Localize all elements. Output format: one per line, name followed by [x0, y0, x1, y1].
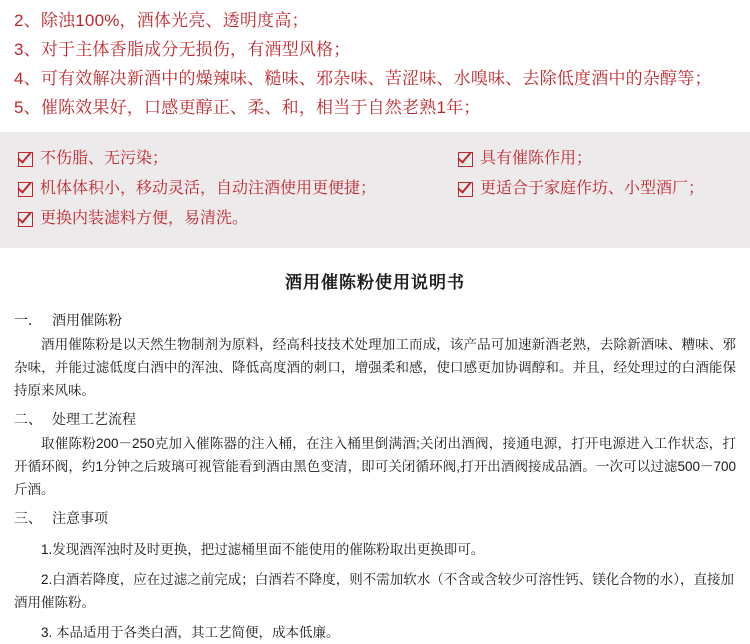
section-number: 一． [14, 312, 42, 328]
feature-label: 具有催陈作用； [480, 150, 593, 167]
section-title: 酒用催陈粉 [52, 312, 122, 328]
paragraph: 2.白酒若降度，应在过滤之前完成；白酒若不降度，则不需加软水（不含或含较少可溶性钙、镁化合物的水），直接加酒用催陈粉。 [14, 572, 735, 610]
paragraph: 取催陈粉200－250克加入催陈器的注入桶，在注入桶里倒满酒;关闭出酒阀，接通电源，打开电源进入工作状态，打开循环阀，约1分钟之后玻璃可视管能看到酒由黑色变清，即可关闭循环阀,打开出酒阀接成品酒。一次可以过滤500－700斤酒。 [14, 436, 736, 497]
feature-column-right [458, 144, 730, 234]
section-number: 二、 [14, 411, 42, 427]
paragraph: 3. 本品适用于各类白酒，其工艺简便，成本低廉。 [41, 625, 340, 640]
checkmark-icon [18, 152, 33, 167]
section-heading [14, 505, 736, 531]
section-title: 处理工艺流程 [52, 411, 136, 427]
feature-label: 机体体积小，移动灵活，自动注酒使用更便捷； [40, 180, 377, 197]
manual-section [0, 248, 750, 644]
benefits-list [0, 0, 750, 132]
list-item [458, 144, 730, 174]
section-number: 三、 [14, 510, 42, 526]
checkmark-icon [458, 152, 473, 167]
feature-label: 更适合于家庭作坊、小型酒厂； [480, 180, 705, 197]
feature-label: 不伤脂、无污染； [40, 150, 169, 167]
section-heading [14, 307, 736, 333]
feature-label: 更换内装滤料方便，易清洗。 [40, 210, 249, 227]
page-title: 酒用催陈粉使用说明书 [285, 273, 465, 292]
list-item: 2、除浊100%，酒体光亮、透明度高； [14, 11, 309, 30]
list-item [18, 174, 458, 204]
feature-highlight-band [0, 132, 750, 248]
checkmark-icon [18, 182, 33, 197]
list-item: 5、催陈效果好，口感更醇正、柔、和，相当于自然老熟1年； [14, 98, 481, 117]
paragraph: 酒用催陈粉是以天然生物制剂为原料，经高科技技术处理加工而成，该产品可加速新酒老熟，去除新酒味、糟味、邪杂味，并能过滤低度白酒中的浑浊、降低高度酒的刺口，增强柔和感，使口感更加协调醇和。并且，经处理过的白酒能保持原来风味。 [14, 337, 736, 398]
checkmark-icon [18, 212, 33, 227]
list-item [458, 174, 730, 204]
list-item: 4、可有效解决新酒中的燥辣味、糙味、邪杂味、苦涩味、水嗅味、去除低度酒中的杂醇等； [14, 69, 712, 88]
checkmark-icon [458, 182, 473, 197]
list-item: 3、对于主体香脂成分无损伤，有酒型风格； [14, 40, 351, 59]
feature-column-left [18, 144, 458, 234]
section-heading [14, 406, 736, 432]
list-item [18, 204, 458, 234]
paragraph: 1.发现酒浑浊时及时更换，把过滤桶里面不能使用的催陈粉取出更换即可。 [41, 542, 485, 557]
list-item [18, 144, 458, 174]
section-title: 注意事项 [52, 510, 108, 526]
